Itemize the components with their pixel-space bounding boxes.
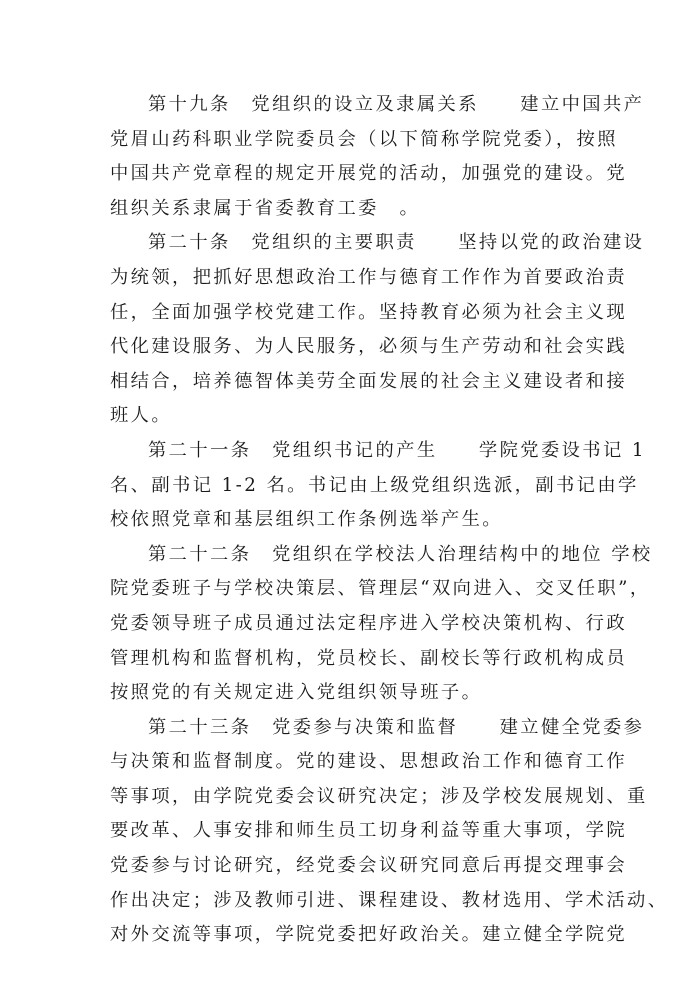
text-line: 按照党的有关规定进入党组织领导班子。	[110, 682, 483, 704]
text-line: 党眉山药科职业学院委员会（以下简称学院党委），按照	[110, 128, 618, 150]
text-line: 要改革、人事安排和师生员工切身利益等重大事项，学院	[110, 820, 628, 842]
text-line: 名、副书记 1-2 名。书记由上级党组织选派，副书记由学	[110, 474, 639, 496]
text-line: 代化建设服务、为人民服务，必须与生产劳动和社会实践	[110, 336, 628, 358]
text-line: 为统领，把抓好思想政治工作与德育工作作为首要政治责	[110, 266, 628, 288]
text-line: 校依照党章和基层组织工作条例选举产生。	[110, 509, 503, 531]
text-line: 院党委班子与学校决策层、管理层“双向进入、交叉任职”，	[110, 578, 651, 600]
text-line: 对外交流等事项，学院党委把好政治关。建立健全学院党	[110, 924, 628, 946]
article-23-heading-line: 第二十三条 党委参与决策和监督 建立健全党委参	[148, 716, 645, 738]
article-20-heading-line: 第二十条 党组织的主要职责 坚持以党的政治建设	[148, 232, 645, 254]
text-line: 党委领导班子成员通过法定程序进入学校决策机构、行政	[110, 612, 628, 634]
article-21-heading-line: 第二十一条 党组织书记的产生 学院党委设书记 1	[148, 439, 646, 461]
text-line: 相结合，培养德智体美劳全面发展的社会主义建设者和接	[110, 370, 628, 392]
text-line: 组织关系隶属于省委教育工委 。	[110, 197, 421, 219]
text-line: 中国共产党章程的规定开展党的活动，加强党的建设。党	[110, 163, 628, 185]
text-line: 管理机构和监督机构，党员校长、副校长等行政机构成员	[110, 647, 628, 669]
text-line: 与决策和监督制度。党的建设、思想政治工作和德育工作	[110, 751, 628, 773]
text-line: 作出决定；涉及教师引进、课程建设、教材选用、学术活动、	[110, 889, 669, 911]
article-22-heading-line: 第二十二条 党组织在学校法人治理结构中的地位 学校	[148, 543, 653, 565]
article-19-heading-line: 第十九条 党组织的设立及隶属关系 建立中国共产	[148, 94, 645, 115]
text-line: 党委参与讨论研究，经党委会议研究同意后再提交理事会	[110, 855, 628, 877]
document-body	[110, 88, 669, 953]
text-line: 任，全面加强学校党建工作。坚持教育必须为社会主义现	[110, 301, 628, 323]
text-line: 班人。	[110, 405, 173, 427]
text-line: 等事项，由学院党委会议研究决定；涉及学校发展规划、重	[110, 785, 648, 807]
